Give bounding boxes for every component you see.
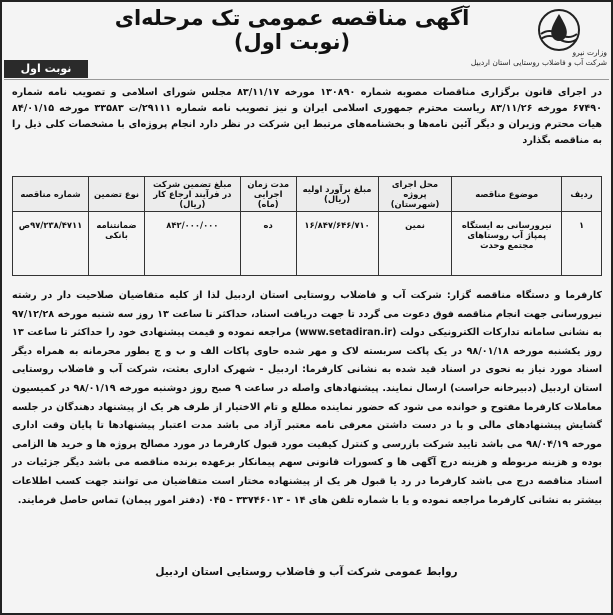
cell-estimate: ۱۶/۸۴۷/۶۴۶/۷۱۰ <box>296 212 378 276</box>
col-tender-number: شماره مناقصه <box>13 177 89 212</box>
cell-guarantee-amount: ۸۴۲/۰۰۰/۰۰۰ <box>144 212 240 276</box>
col-location: محل اجرای پروژه (شهرستان) <box>378 177 452 212</box>
cell-tender-number: ۹۷/۲۳۸/۴۷۱۱ص <box>13 212 89 276</box>
round-badge: نوبت اول <box>4 60 88 78</box>
notice-header <box>2 2 611 76</box>
cell-subject: نیرورسانی به ایستگاه پمپاژ آب روستاهای مجتمع وحدت <box>452 212 562 276</box>
col-subject: موضوع مناقصه <box>452 177 562 212</box>
notice-title: آگهی مناقصه عمومی تک مرحله‌ای (نوبت اول) <box>114 6 470 54</box>
footer-signature: روابط عمومی شرکت آب و فاضلاب روستایی استان اردبیل <box>155 566 458 578</box>
cell-duration: ده <box>240 212 296 276</box>
tender-table-header-row <box>13 177 602 212</box>
logo-ministry-text: وزارت نیرو <box>572 48 607 57</box>
header-divider <box>4 79 609 80</box>
cell-guarantee-type: ضمانتنامه بانکی <box>89 212 145 276</box>
col-row-number: ردیف <box>562 177 602 212</box>
col-duration: مدت زمان اجرایی (ماه) <box>240 177 296 212</box>
tender-table <box>12 176 602 276</box>
col-guarantee-type: نوع تضمین <box>89 177 145 212</box>
col-guarantee-amount: مبلغ تضمین شرکت در فرآیند ارجاع کار (ریال) <box>144 177 240 212</box>
table-row <box>13 212 602 276</box>
col-estimate: مبلغ برآورد اولیه (ریال) <box>296 177 378 212</box>
cell-location: نمین <box>378 212 452 276</box>
logo-company-text: شرکت آب و فاضلاب روستایی استان اردبیل <box>470 58 607 67</box>
body-paragraph: کارفرما و دستگاه مناقصه گزار: شرکت آب و فاضلاب روستایی استان اردبیل لذا از کلیه متقاضیان صلاحیت دار در رشته نیرورسانی جهت انجام مناقصه فوق دعوت می گردد تا جهت دریافت اسناد، حداکثر تا ساعت ۱۳ روز سه شنبه مورخه ۹۷/۱۲/۲۸ به نشانی سامانه تدارکات الکترونیکی دولت (www.setadiran.ir) مراجعه نموده و قیمت پیشنهادی خود را حداکثر تا ساعت ۱۳ روز یکشنبه مورخه ۹۸/۰۱/۱۸ در یک پاکت سربسته لاک و مهر شده حاوی پاکات الف و ب و ج بطور محرمانه به همراه دیگر اسناد مورد نیاز به نحوی در اسناد قید شده به نشانی کارفرما: اردبیل - شهرک اداری بعثت، شرکت آب و فاضلاب روستایی استان اردبیل (دبیرخانه حراست) ارسال نمایند. پیشنهادهای واصله در ساعت ۹ صبح روز دوشنبه مورخه ۹۸/۰۱/۱۹ در کمیسیون معاملات کارفرما مفتوح و خوانده می شود که حضور نماینده مطلع و تام الاختیار از طرف هر یک از پیشنهاد دهندگان در جلسه گشایش پیشنهادهای مالی و با در دست داشتن معرفی نامه معتبر آزاد می باشد مدت اعتبار پیشنهادها تا پایان وقت اداری مورخه ۹۸/۰۴/۱۹ می باشد تایید شرکت بازرسی و کنترل کیفیت مورد قبول کارفرما در مورد مصالح پروژه ها و خرید ها الزامی بوده و هزینه مربوطه و هزینه درج آگهی ها و کسورات قانونی سهم پیمانکار برعهده برنده مناقصه می باشد دیگر جزئیات در اسناد مناقصه درج می باشد کارفرما در رد یا قبول هر یک از پیشنهاده مختار است متقاضیان می توانند جهت کسب اطلاعات بیشتر به نشانی کارفرما مراجعه نموده و یا با شماره تلفن های ۱۴ - ۳۳۷۴۶۰۱۳ - ۰۴۵ (دفتر امور پیمان) تماس حاصل فرمایند. <box>12 290 603 506</box>
intro-paragraph: در اجرای قانون برگزاری مناقصات مصوبه شماره ۱۳۰۸۹۰ مورخه ۸۳/۱۱/۱۷ مجلس شورای اسلامی و تصویب نامه شماره ۶۷۴۹۰ مورخه ۸۳/۱۱/۲۶ ریاست محترم جمهوری اسلامی ایران و نیز تصویب نامه شماره ۲۹۱۱۱/ت ۳۳۵۸۳ مورخه ۸۴/۰۱/۱۵ هیات محترم وزیران و دیگر آئین نامه‌ها و بخشنامه‌های مرتبط این شرکت در نظر دارد انجام پروژه‌ای با مشخصات کلی ذیل را به مناقصه بگذارد <box>12 87 602 146</box>
cell-row-number: ۱ <box>562 212 602 276</box>
